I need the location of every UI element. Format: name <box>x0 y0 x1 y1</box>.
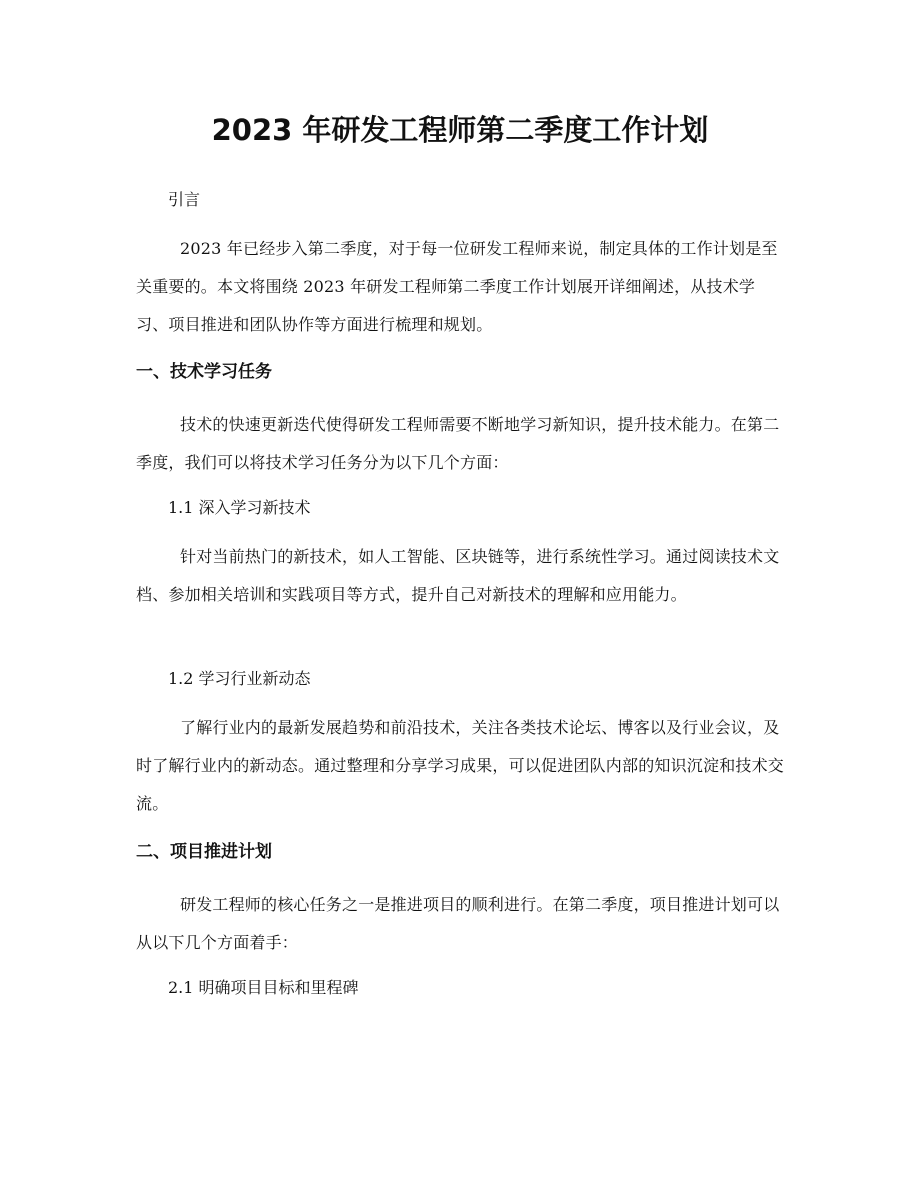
subsection-title-2-1: 2.1 明确项目目标和里程碑 <box>168 978 359 997</box>
page-title: 2023 年研发工程师第二季度工作计划 <box>211 113 709 147</box>
section-paragraph-project-plan: 研发工程师的核心任务之一是推进项目的顺利进行。在第二季度，项目推进计划可以从以下几个方面着手： <box>136 895 780 952</box>
section-heading-project-plan: 二、项目推进计划 <box>136 842 272 862</box>
intro-label: 引言 <box>168 190 201 209</box>
subsection-paragraph-1-1: 针对当前热门的新技术，如人工智能、区块链等，进行系统性学习。通过阅读技术文档、参加相关培训和实践项目等方式，提升自己对新技术的理解和应用能力。 <box>136 547 780 604</box>
intro-paragraph: 2023 年已经步入第二季度，对于每一位研发工程师来说，制定具体的工作计划是至关重要的。本文将围绕 2023 年研发工程师第二季度工作计划展开详细阐述，从技术学习、项目推进和团队协作等方面进行梳理和规划。 <box>136 239 778 334</box>
subsection-title-1-1: 1.1 深入学习新技术 <box>168 498 311 517</box>
section-heading-tech-learning: 一、技术学习任务 <box>136 362 272 382</box>
subsection-title-1-2: 1.2 学习行业新动态 <box>168 669 311 688</box>
section-paragraph-tech-learning: 技术的快速更新迭代使得研发工程师需要不断地学习新知识，提升技术能力。在第二季度，我们可以将技术学习任务分为以下几个方面： <box>136 415 780 472</box>
subsection-paragraph-1-2: 了解行业内的最新发展趋势和前沿技术，关注各类技术论坛、博客以及行业会议，及时了解行业内的新动态。通过整理和分享学习成果，可以促进团队内部的知识沉淀和技术交流。 <box>136 718 785 813</box>
